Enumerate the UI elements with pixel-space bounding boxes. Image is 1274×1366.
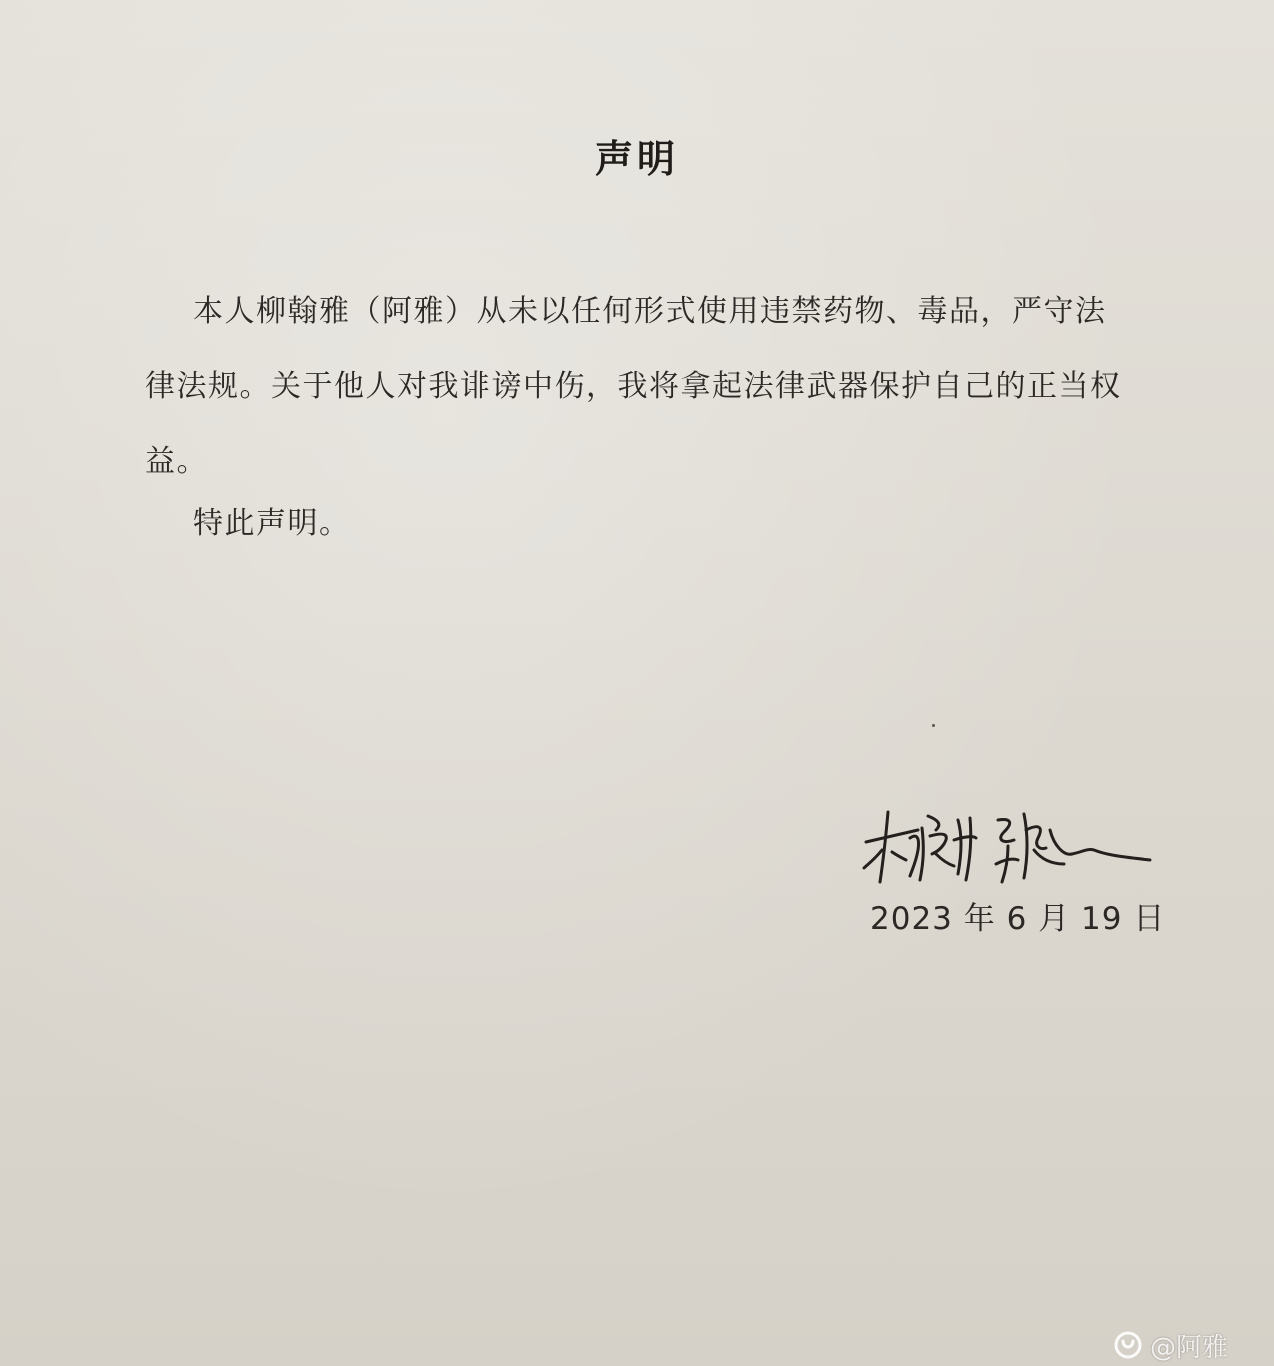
closing-line: 特此声明。 (193, 506, 351, 541)
statement-paragraph: 本人柳翰雅（阿雅）从未以任何形式使用违禁药物、毒品，严守法律法规。关于他人对我诽谤中伤，我将拿起法律武器保护自己的正当权益。 (145, 294, 1122, 479)
weibo-icon (1112, 1329, 1144, 1361)
weibo-watermark (1112, 1328, 1228, 1362)
watermark-username: @阿雅 (1150, 1332, 1229, 1363)
paper-speck (932, 724, 935, 727)
document-title: 声明 (594, 137, 679, 181)
handwritten-signature (858, 790, 1158, 890)
statement-body (145, 274, 1130, 499)
statement-date: 2023 年 6 月 19 日 (870, 901, 1166, 937)
